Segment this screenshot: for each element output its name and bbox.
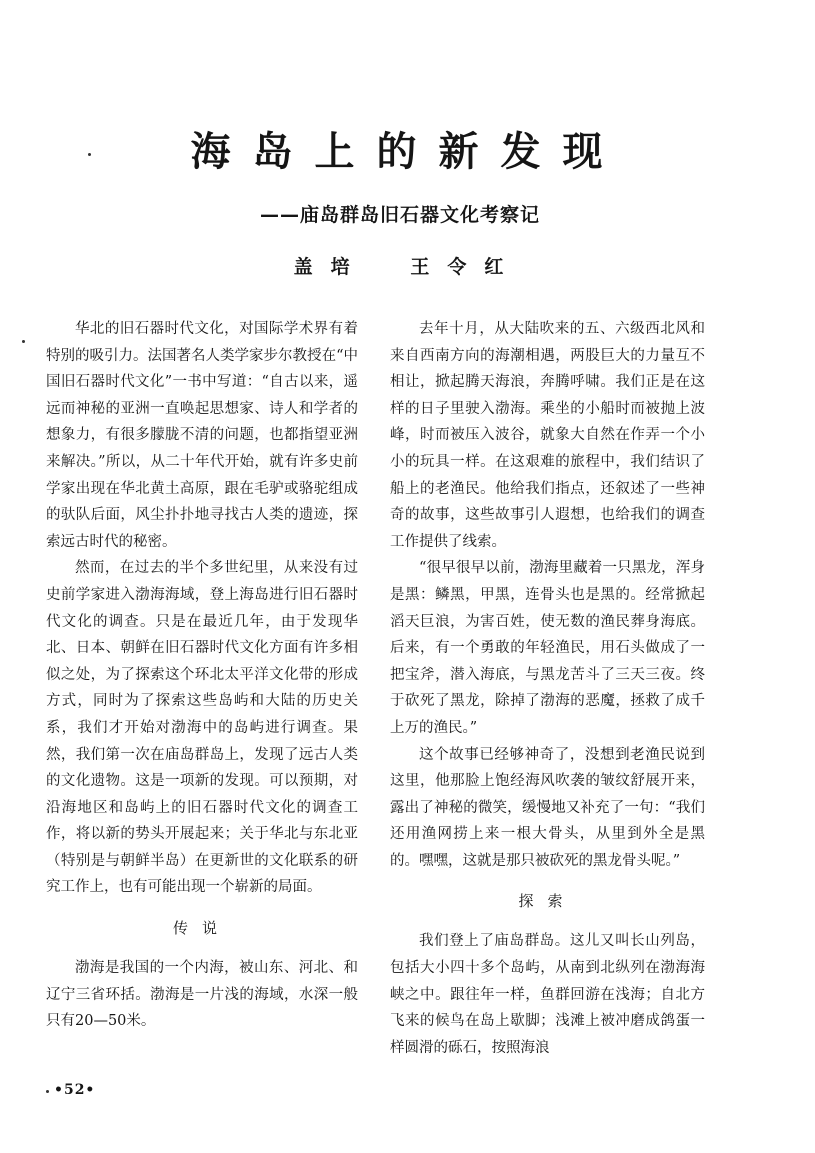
section-heading: 探索	[518, 892, 577, 911]
body-paragraph: 这个故事已经够神奇了，没想到老渔民说到这里，他那脸上饱经海风吹袭的皱纹舒展开来，露出了神秘的微笑，缓慢地又补充了一句：“我们还用渔网捞上来一根大骨头，从里到外全是黑的。嘿嘿，这就是那只被砍死的黑龙骨头呢。”	[390, 746, 705, 869]
left-column	[46, 316, 358, 1035]
body-paragraph: 华北的旧石器时代文化，对国际学术界有着特别的吸引力。法国著名人类学家步尔教授在“中国旧石器时代文化”一书中写道：“自古以来，遥远而神秘的亚洲一直唤起思想家、诗人和学者的想象力，有很多朦胧不清的问题，也都指望亚洲来解决。”所以，从二十年代开始，就有许多史前学家出现在华北黄土高原，跟在毛驴或骆驼组成的驮队后面，风尘扑扑地寻找古人类的遗迹，探索远古时代的秘密。	[46, 321, 358, 550]
scan-speck	[46, 1090, 49, 1093]
page-number: •52•	[54, 1082, 96, 1098]
body-paragraph: 我们登上了庙岛群岛。这儿又叫长山列岛，包括大小四十多个岛屿，从南到北纵列在渤海海峡之中。跟往年一样，鱼群回游在浅海；自北方飞来的候鸟在岛上歇脚；浅滩上被冲磨成鸽蛋一样圆滑的砾石，按照海浪	[390, 933, 705, 1056]
author-line	[0, 252, 815, 282]
author-name: 盖培	[293, 256, 368, 278]
scan-speck	[88, 153, 91, 156]
article-title: 海岛上的新发现	[190, 129, 625, 175]
article-subtitle: ——庙岛群岛旧石器文化考察记	[259, 204, 540, 226]
right-column	[390, 316, 705, 1061]
body-paragraph: 然而，在过去的半个多世纪里，从来没有过史前学家进入渤海海域，登上海岛进行旧石器时代文化的调查。只是在最近几年，由于发现华北、日本、朝鲜在旧石器时代文化方面有许多相似之处，为了探索这个环北太平洋文化带的形成方式，同时为了探索这些岛屿和大陆的历史关系，我们才开始对渤海中的岛屿进行调查。果然，我们第一次在庙岛群岛上，发现了远古人类的文化遗物。这是一项新的发现。可以预期，对沿海地区和岛屿上的旧石器时代文化的调查工作，将以新的势头开展起来；关于华北与东北亚（特别是与朝鲜半岛）在更新世的文化联系的研究工作上，也有可能出现一个崭新的局面。	[46, 560, 358, 896]
author-name: 王令红	[410, 256, 522, 278]
section-heading: 传说	[172, 919, 231, 938]
body-paragraph: 去年十月，从大陆吹来的五、六级西北风和来自西南方向的海潮相遇，两股巨大的力量互不相让，掀起腾天海浪，奔腾呼啸。我们正是在这样的日子里驶入渤海。乘坐的小船时而被抛上波峰，时而被压入波谷，就象大自然在作弄一个小小的玩具一样。在这艰难的旅程中，我们结识了船上的老渔民。他给我们指点，还叙述了一些神奇的故事，这些故事引人遐想，也给我们的调查工作提供了线索。	[390, 321, 705, 550]
scan-speck	[22, 340, 25, 343]
body-paragraph: “很早很早以前，渤海里藏着一只黑龙，浑身是黑：鳞黑，甲黑，连骨头也是黑的。经常掀起滔天巨浪，为害百姓，使无数的渔民葬身海底。后来，有一个勇敢的年轻渔民，用石头做成了一把宝斧，潜入海底，与黑龙苦斗了三天三夜。终于砍死了黑龙，除掉了渤海的恶魔，拯救了成千上万的渔民。”	[390, 560, 705, 736]
body-paragraph: 渤海是我国的一个内海，被山东、河北、和辽宁三省环括。渤海是一片浅的海域，水深一般只有20—50米。	[46, 960, 358, 1030]
